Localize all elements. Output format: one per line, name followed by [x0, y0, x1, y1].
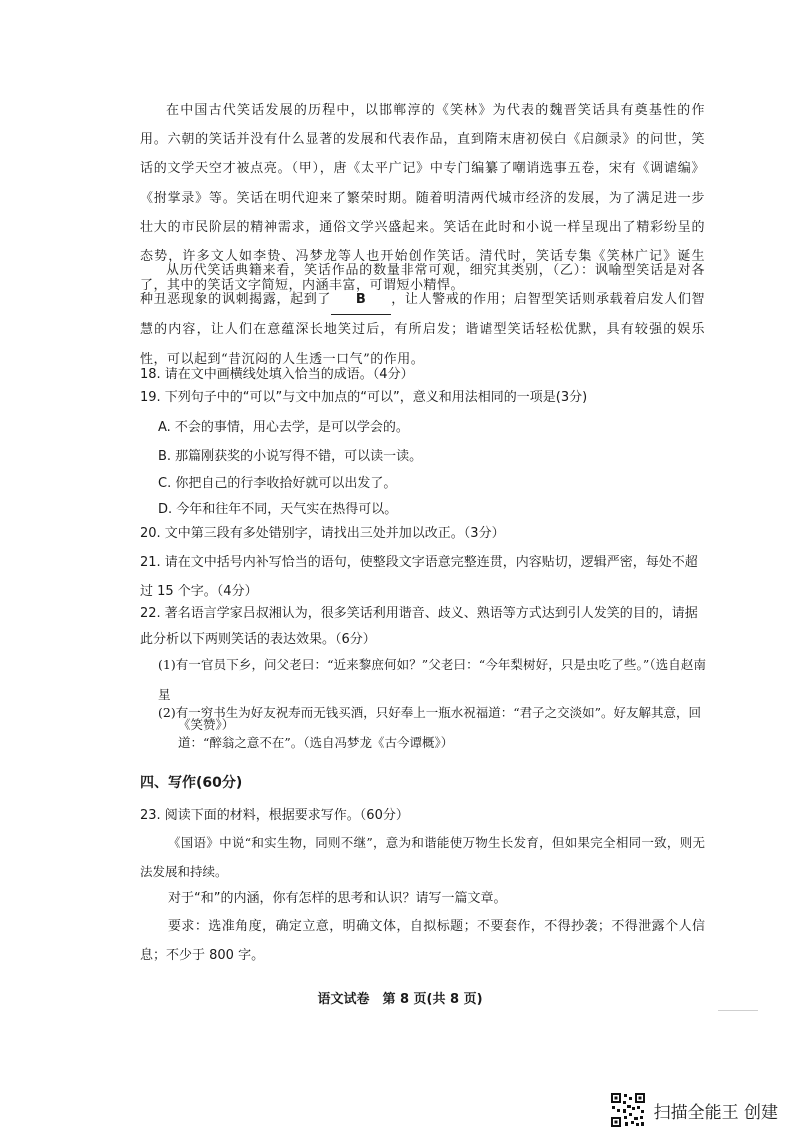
q22-joke-2-line-1: (2)有一穷书生为好友祝寿而无钱买酒，只好奉上一瓶水祝福道：“君子之交淡如”。好友解其意，回: [158, 705, 701, 720]
section-title-writing: 四、写作(60分): [140, 775, 243, 791]
passage-paragraph-2-after: ，让人警戒的作用；启智型笑话则承载着启发人们智慧的内容，让人们在意蕴深长地笑过后，有所启发；谐谑型笑话轻松优默，具有较强的娱乐性，可以起到“昔沉闷的人生透一口气”的作用。: [140, 292, 705, 367]
passage-paragraph-2: [140, 256, 705, 374]
writing-prompt: 对于“和”的内涵，你有怎样的思考和认识？请写一篇文章。: [168, 891, 507, 906]
writing-requirements: 要求：选准角度，确定立意，明确文体，自拟标题；不要套作，不得抄袭；不得泄露个人信息；不少于 800 字。: [140, 919, 705, 963]
qr-code-icon: [610, 1092, 646, 1128]
question-20: 20. 文中第三段有多处错别字，请找出三处并加以改正。（3分）: [140, 526, 505, 541]
question-18: 18. 请在文中画横线处填入恰当的成语。（4分）: [140, 367, 414, 382]
q22-joke-1-line-1: (1)有一官员下乡，问父老曰：“近来黎庶何如？”父老曰：“今年梨树好，只是虫吃了些。”（选自赵南星: [158, 657, 706, 702]
scanner-watermark: [610, 1092, 778, 1128]
q22-joke-2-line-2: 道：“醉翁之意不在”。（选自冯梦龙《古今谭概》）: [178, 735, 454, 750]
page-footer: 语文试卷 第 8 页(共 8 页): [317, 992, 483, 1007]
question-19: 19. 下列句子中的“可以”与文中加点的“可以”，意义和用法相同的一项是(3分): [140, 390, 588, 405]
question-22: 22. 著名语言学家吕叔湘认为，很多笑话利用谐音、歧义、熟语等方式达到引人发笑的目的，请据此分析以下两则笑话的表达效果。（6分）: [140, 606, 698, 647]
scan-mark: [718, 1010, 758, 1011]
watermark-text: 扫描全能王 创建: [653, 1102, 778, 1123]
q19-option-a: A. 不会的事情，用心去学，是可以学会的。: [158, 420, 409, 435]
q22-joke-2: [158, 698, 706, 758]
passage-paragraph-2-before: 从历代笑话典籍来看，笑话作品的数量非常可观，细究其类别，（乙）：讽喻型笑话是对各种丑恶现象的讽刺揭露，起到了: [140, 263, 705, 308]
q22-joke-1-line-2: 《笑赞》）: [178, 717, 235, 732]
q19-option-d: D. 今年和往年不同，天气实在热得可以。: [158, 502, 398, 517]
passage-paragraph-1: 在中国古代笑话发展的历程中，以邯郸淳的《笑林》为代表的魏晋笑话具有奠基性的作用。六朝的笑话并没有什么显著的发展和代表作品，直到隋末唐初侯白《启颜录》的问世，笑话的文学天空才被点亮。（甲），唐《太平广记》中专门编纂了嘲诮选事五卷，宋有《调谑编》《拊掌录》等。笑话在明代迎来了繁荣时期。随着明清两代城市经济的发展，为了满足进一步壮大的市民阶层的精神需求，通俗文学兴盛起来。笑话在此时和小说一样呈现出了精彩纷呈的态势，许多文人如李贽、冯梦龙等人也开始创作笑话。清代时，笑话专集《笑林广记》诞生了，其中的笑话文字简短，内涵丰富，可谓短小精悍。: [140, 103, 705, 294]
q19-option-b: B. 那篇刚获奖的小说写得不错，可以读一读。: [158, 449, 423, 464]
question-23: 23. 阅读下面的材料，根据要求写作。（60分）: [140, 808, 409, 823]
writing-material: 《国语》中说“和实生物，同则不继”，意为和谐能使万物生长发育，但如果完全相同一致，则无法发展和持续。: [140, 835, 705, 879]
fill-blank: B: [331, 285, 391, 315]
q19-option-c: C. 你把自己的行李收拾好就可以出发了。: [158, 476, 397, 491]
question-21: 21. 请在文中括号内补写恰当的语句，使整段文字语意完整连贯，内容贴切，逻辑严密，每处不超过 15 个字。（4分）: [140, 555, 698, 599]
